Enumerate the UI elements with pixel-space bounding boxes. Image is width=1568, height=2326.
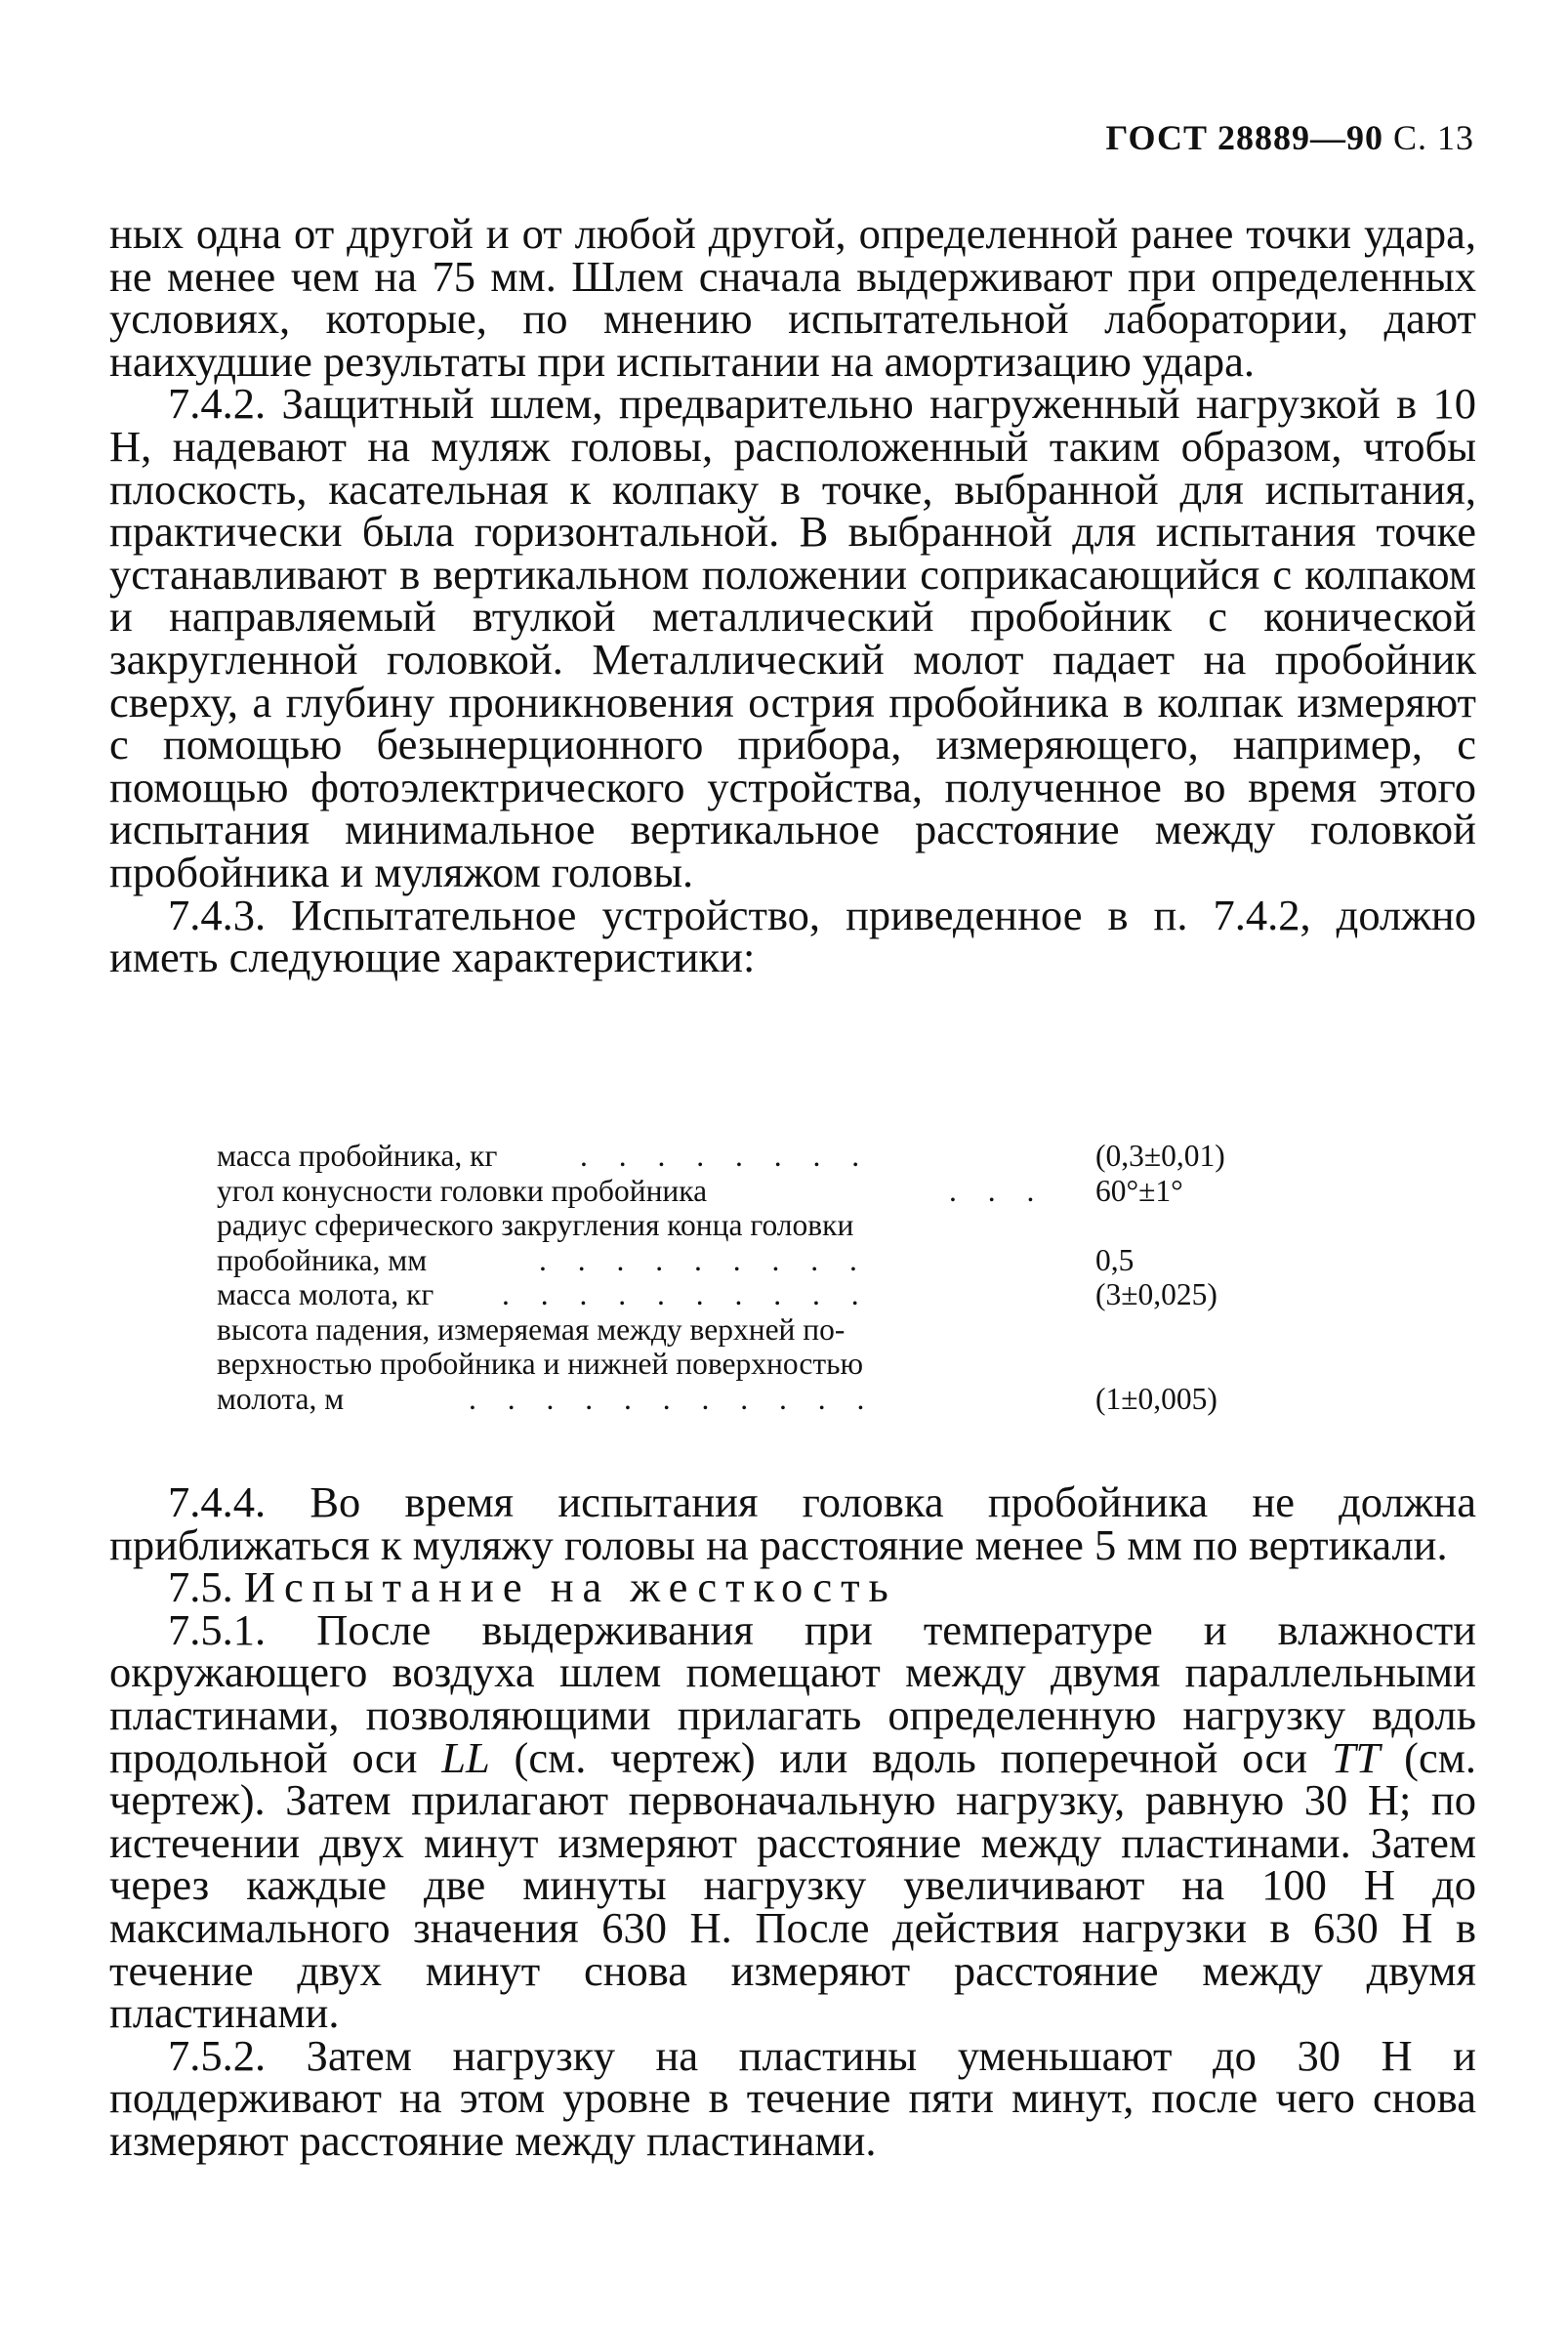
spec-leader-dots: . . . . . . . . . . — [502, 1277, 871, 1311]
section-heading-7-5 — [109, 1562, 1476, 1612]
axis-tt-label: TT — [1331, 1732, 1381, 1782]
spec-leader-dots: . . . . . . . . . . . — [469, 1381, 877, 1416]
specifications-list — [217, 1139, 1281, 1416]
spec-leader-dots: . . . . . . . . — [580, 1139, 872, 1173]
spec-label: пробойника, мм — [217, 1242, 428, 1277]
spec-label: радиус сферического закругления конца головки — [217, 1208, 854, 1242]
spec-value: (3±0,025) — [1095, 1277, 1217, 1311]
text-block-bottom — [109, 1477, 1477, 2165]
spec-label: высота падения, измеряемая между верхней по- — [217, 1311, 846, 1347]
spec-label: молота, м — [217, 1381, 345, 1416]
spec-row-drop-height-line1 — [217, 1312, 1281, 1348]
paragraph-7-5-1 — [109, 1604, 1477, 2038]
paragraph-continuation: ных одна от другой и от любой другой, определенной ранее точки удара, не менее чем на 75 мм. Шлем сначала выдерживают при определенных условиях, которые, по мнению испытательной лаборатории, дают наихудшие результаты при испытании на амортизацию удара. — [109, 209, 1476, 386]
spec-value: (1±0,005) — [1095, 1381, 1217, 1416]
spec-row-radius-line1 — [217, 1208, 1281, 1243]
section-title: Испытание на жесткость — [243, 1562, 897, 1612]
spec-value: 0,5 — [1095, 1242, 1135, 1277]
spec-row-radius-line2 — [217, 1243, 1281, 1278]
paragraph-7-5-2: 7.5.2. Затем нагрузку на пластины уменьшают до 30 Н и поддерживают на этом уровне в течение пяти минут, после чего снова измеряют расстояние между пластинами. — [109, 2030, 1476, 2165]
section-number: 7.5. — [168, 1562, 233, 1612]
spec-label: масса пробойника, кг — [217, 1139, 498, 1173]
axis-ll-label: LL — [441, 1732, 490, 1782]
spec-label: верхностью пробойника и нижней поверхностью — [217, 1347, 864, 1381]
paragraph-text: (см. чертеж). Затем прилагают первоначальную нагрузку, равную 30 Н; по истечении двух минут измеряют расстояние между пластинами. Затем через каждые две минуты нагрузку увеличивают на 100 Н до максимального значения 630 Н. После действия нагрузки в 630 Н в течение двух минут снова измеряют расстояние между двумя пластинами. — [109, 1732, 1477, 2038]
paragraph-text: 7.5.1. После выдерживания при температуре и влажности окружающего воздуха шлем помещают между двумя параллельными пластинами, позволяющими прилагать определенную нагрузку вдоль продольной оси — [109, 1604, 1476, 1782]
spec-row-punch-mass — [217, 1139, 1281, 1174]
paragraph-7-4-2: 7.4.2. Защитный шлем, предварительно нагруженный нагрузкой в 10 Н, надевают на муляж головы, расположенный таким образом, чтобы плоскость, касательная к колпаку в точке, выбранной для испытания, практически была горизонтальной. В выбранной для испытания точке устанавливают в вертикальном положении соприкасающийся с колпаком и направляемый втулкой металлический пробойник с конической закругленной головкой. Металлический молот падает на пробойник сверху, а глубину проникновения острия пробойника в колпак измеряют с помощью безынерционного прибора, измеряющего, например, с помощью фотоэлектрического устройства, полученное во время этого испытания минимальное вертикальное расстояние между головкой пробойника и муляжом головы. — [109, 379, 1476, 896]
spec-leader-dots: . . . — [949, 1173, 1047, 1208]
spec-row-drop-height-line3 — [217, 1382, 1281, 1417]
paragraph-7-4-4: 7.4.4. Во время испытания головка пробойника не должна приближаться к муляжу головы на расстояние менее 5 мм по вертикали. — [109, 1477, 1476, 1569]
spec-label: масса молота, кг — [217, 1277, 434, 1311]
spec-row-drop-height-line2 — [217, 1347, 1281, 1382]
spec-row-hammer-mass — [217, 1277, 1281, 1312]
paragraph-7-4-3: 7.4.3. Испытательное устройство, приведенное в п. 7.4.2, должно иметь следующие характеристики: — [109, 890, 1476, 982]
page-number: С. 13 — [1392, 118, 1474, 157]
text-block-top — [109, 209, 1476, 982]
standard-number: ГОСТ 28889—90 — [1105, 118, 1383, 157]
paragraph-text: (см. чертеж) или вдоль поперечной оси — [489, 1732, 1332, 1782]
spec-value: (0,3±0,01) — [1095, 1139, 1225, 1173]
spec-leader-dots: . . . . . . . . . — [539, 1242, 869, 1277]
spec-label: угол конусности головки пробойника — [217, 1173, 708, 1208]
spec-row-cone-angle — [217, 1174, 1281, 1209]
page-header — [1064, 117, 1474, 158]
spec-value: 60°±1° — [1095, 1173, 1183, 1208]
